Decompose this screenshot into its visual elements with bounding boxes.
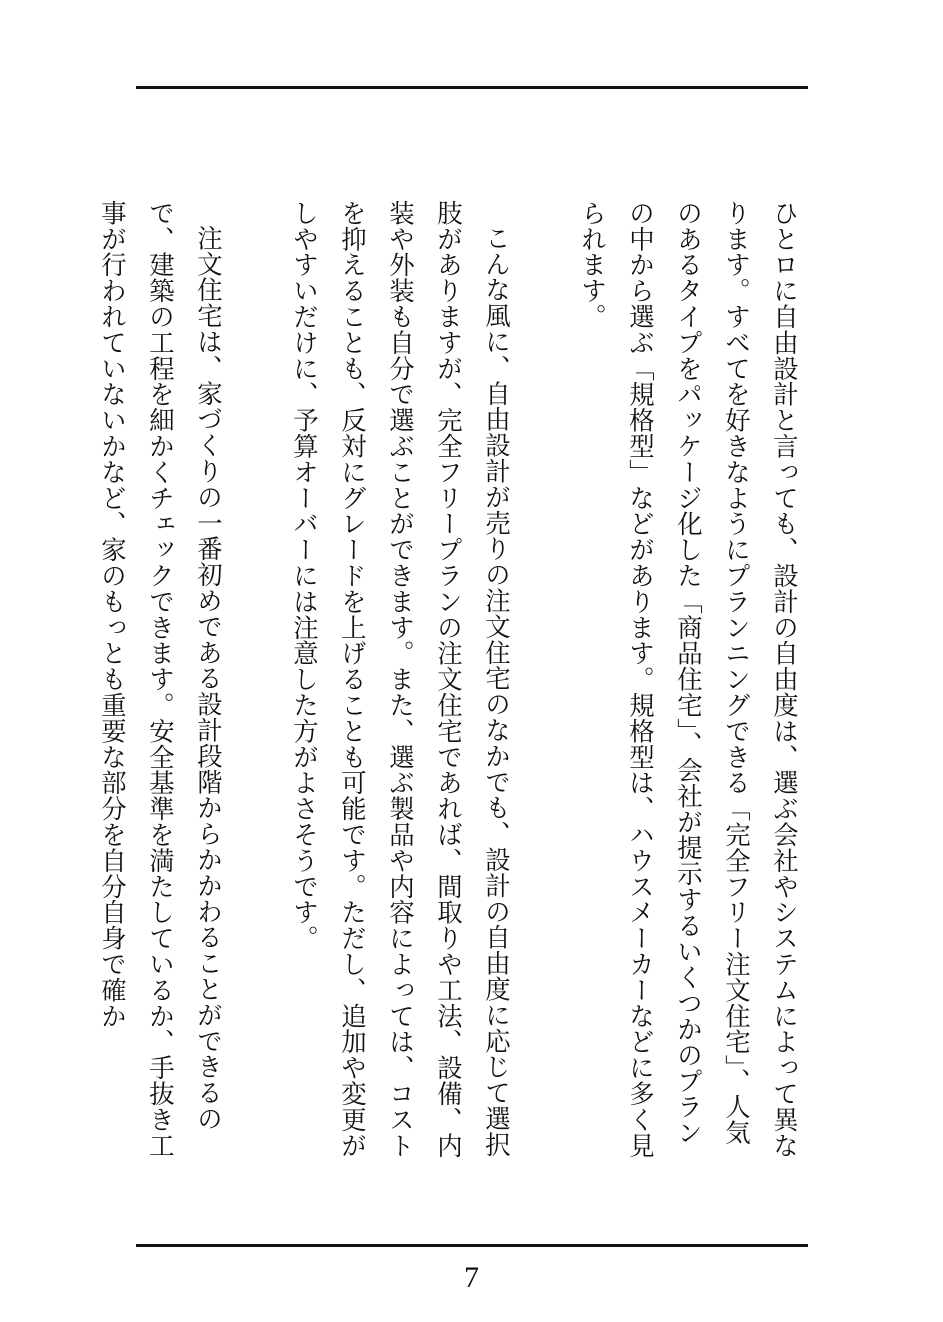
page-number: 7 (464, 1261, 479, 1294)
footer-rule (136, 1244, 808, 1247)
paragraph-3: 注文住宅は、家づくりの一番初めである設計段階からかかわることができるので、建築の工程を細かくチェックできます。安全基準を満たしているか、手抜き工事が行われていないかなど、家のもっとも重要な部分を自分自身で確か (98, 200, 224, 1159)
header-rule (136, 86, 808, 89)
paragraph-2: こんな風に、自由設計が売りの注文住宅のなかでも、設計の自由度に応じて選択肢がありますが、完全フリープランの注文住宅であれば、間取りや工法、設備、内装や外装も自分で選ぶことができます。また、選ぶ製品や内容によっては、コストを抑えることも、反対にグレードを上げることも可能です。ただし、追加や変更がしやすいだけに、予算オーバーには注意した方がよさそうです。 (290, 200, 512, 1159)
body-text (98, 200, 809, 1160)
paragraph-1: ひとロに自由設計と言っても、設計の自由度は、選ぶ会社やシステムによって異なります。すべてを好きなようにプランニングできる「完全フリー注文住宅」、人気のあるタイプをパッケージ化した「商品住宅」、会社が提示するいくつかのプランの中から選ぶ「規格型」などがあります。規格型は、ハウスメーカーなどに多く見られます。 (578, 200, 800, 1159)
